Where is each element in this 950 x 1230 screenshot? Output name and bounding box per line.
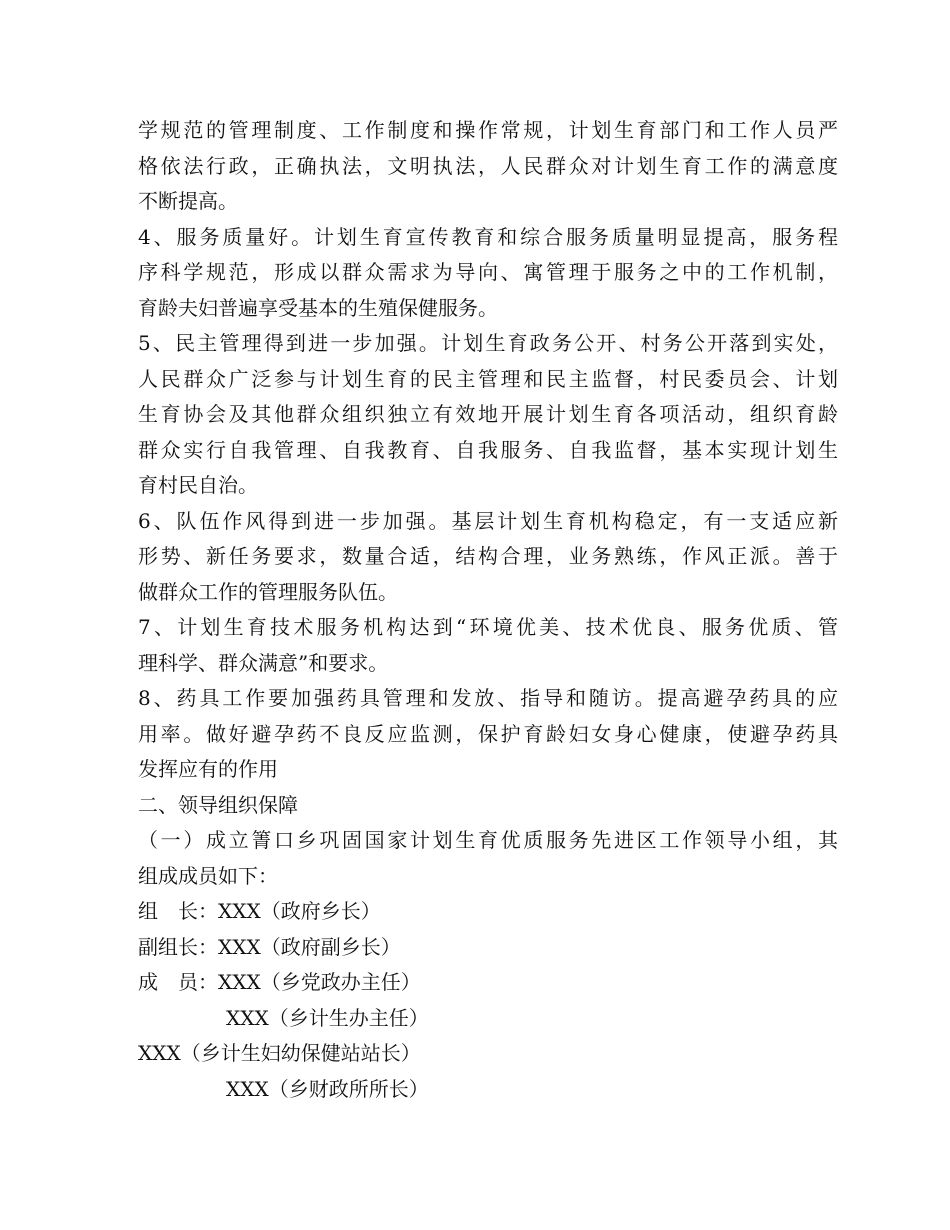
text-line: 育龄夫妇普遍享受基本的生殖保健服务。 [138, 295, 498, 320]
paragraph-team-style [138, 504, 838, 611]
text-line: 6、队伍作风得到进一步加强。基层计划生育机构稳定，有一支适应新 [138, 508, 838, 533]
text-line: 4、服务质量好。计划生育宣传教育和综合服务质量明显提高，服务程 [138, 224, 838, 249]
text-line: 序科学规范，形成以群众需求为导向、寓管理于服务之中的工作机制， [138, 260, 838, 284]
paragraph-democratic-management [138, 326, 838, 504]
text-line: 理科学、群众满意”和要求。 [138, 650, 389, 675]
text-line: 人民群众广泛参与计划生育的民主管理和民主监督，村民委员会、计划 [138, 366, 838, 391]
text-line: 5、民主管理得到进一步加强。计划生育政务公开、村务公开落到实处， [138, 331, 838, 355]
text-line: 学规范的管理制度、工作制度和操作常规，计划生育部门和工作人员严 [138, 118, 838, 142]
text-line: 育村民自治。 [138, 473, 258, 497]
text-line: 做群众工作的管理服务队伍。 [138, 579, 398, 604]
member-leader: 组 长：XXX（政府乡长） [138, 899, 381, 923]
text-line: 发挥应有的作用 [138, 757, 278, 781]
section-heading-text: 二、领导组织保障 [138, 792, 298, 817]
text-line: 不断提高。 [138, 189, 238, 213]
section-heading [138, 788, 838, 824]
text-line: 形势、新任务要求，数量合适，结构合理，业务熟练，作风正派。善于 [138, 544, 838, 568]
member-item: XXX（乡财政所所长） [226, 1076, 429, 1101]
text-line: 组成成员如下： [138, 863, 278, 888]
subsection-leading-group [138, 823, 838, 894]
member-item: XXX（乡计生妇幼保健站站长） [138, 1041, 421, 1065]
member-deputy-leader: 副组长：XXX（政府副乡长） [138, 934, 401, 959]
text-line: 格依法行政，正确执法，文明执法，人民群众对计划生育工作的满意度 [138, 153, 838, 178]
text-line: 8、药具工作要加强药具管理和发放、指导和随访。提高避孕药具的应 [138, 686, 838, 710]
text-line: 生育协会及其他群众组织独立有效地开展计划生育各项活动，组织育龄 [138, 402, 838, 426]
text-line: （一）成立箐口乡巩固国家计划生育优质服务先进区工作领导小组，其 [138, 828, 838, 852]
text-line: 7、计划生育技术服务机构达到“环境优美、技术优良、服务优质、管 [138, 615, 838, 639]
paragraph-service-quality [138, 220, 838, 327]
text-line: 用率。做好避孕药不良反应监测，保护育龄妇女身心健康，使避孕药具 [138, 721, 838, 746]
member-first: 成 员：XXX（乡党政办主任） [138, 970, 421, 994]
document-body [138, 113, 838, 1107]
member-list [138, 894, 838, 1107]
text-line: 群众实行自我管理、自我教育、自我服务、自我监督，基本实现计划生 [138, 437, 838, 462]
paragraph-norms [138, 113, 838, 220]
paragraph-contraceptives [138, 681, 838, 788]
paragraph-technical-service [138, 610, 838, 681]
member-item: XXX（乡计生办主任） [226, 1005, 429, 1030]
